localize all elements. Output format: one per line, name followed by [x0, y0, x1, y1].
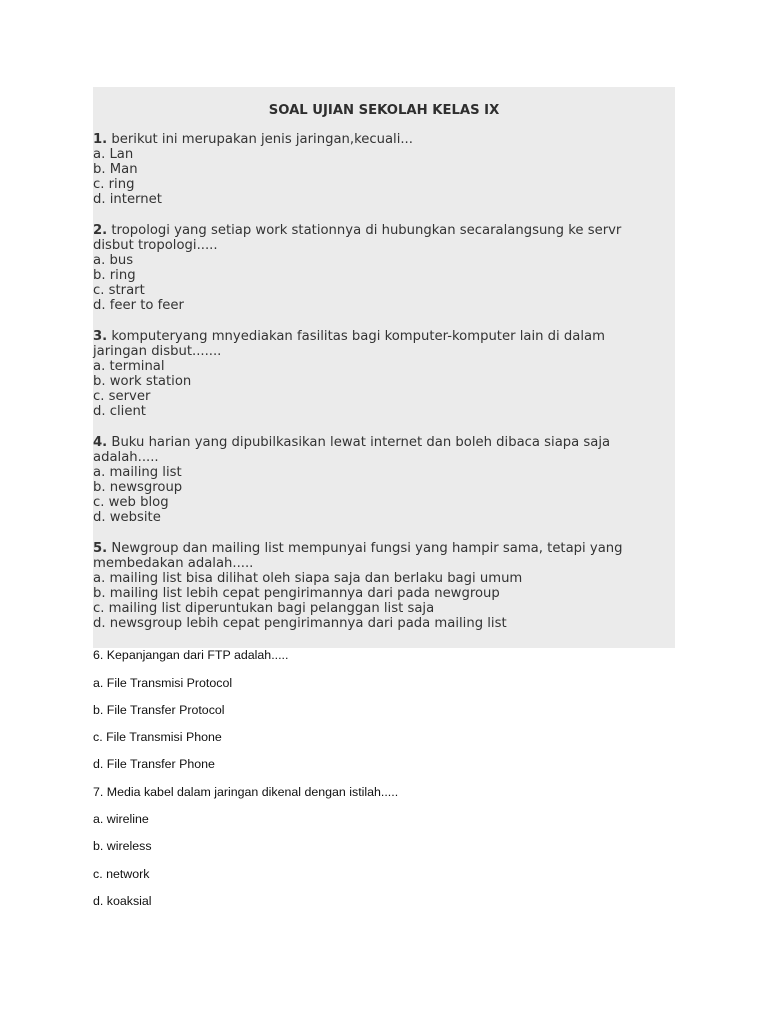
- question-line: tropologi yang setiap work stationnya di hubungkan secaralangsung ke servr: [111, 223, 622, 238]
- answer-option: d. client: [93, 404, 146, 419]
- question-text: [93, 223, 675, 238]
- answer-option: d. website: [93, 510, 161, 525]
- question-text: [93, 541, 675, 556]
- answer-option: b. ring: [93, 268, 136, 283]
- answer-option: a. mailing list: [93, 465, 182, 480]
- question-6-text: 6. Kepanjangan dari FTP adalah.....: [93, 648, 289, 662]
- answer-option: c. File Transmisi Phone: [93, 730, 222, 744]
- answer-option: a. wireline: [93, 812, 149, 826]
- answer-option: b. mailing list lebih cepat pengirimannya dari pada newgroup: [93, 586, 500, 601]
- question-line: komputeryang mnyediakan fasilitas bagi komputer-komputer lain di dalam: [111, 329, 605, 344]
- question-text: [93, 132, 675, 147]
- document-title: SOAL UJIAN SEKOLAH KELAS IX: [268, 103, 500, 118]
- answer-option: b. newsgroup: [93, 480, 183, 495]
- answer-option: b. work station: [93, 374, 192, 389]
- answer-option: a. mailing list bisa dilihat oleh siapa saja dan berlaku bagi umum: [93, 571, 523, 586]
- question-number: 5.: [93, 541, 108, 556]
- answer-option: a. bus: [93, 253, 134, 268]
- answer-option: b. wireless: [93, 839, 152, 853]
- question-line: berikut ini merupakan jenis jaringan,kecuali...: [111, 132, 413, 147]
- question-line: Newgroup dan mailing list mempunyai fungsi yang hampir sama, tetapi yang: [111, 541, 623, 556]
- answer-option: a. File Transmisi Protocol: [93, 676, 233, 690]
- question-number: 4.: [93, 435, 108, 450]
- shaded-question-block: [93, 87, 675, 648]
- question-4: [93, 435, 675, 525]
- question-1: [93, 132, 675, 207]
- question-3: [93, 329, 675, 419]
- question-line: disbut tropologi.....: [93, 238, 218, 253]
- answer-option: d. File Transfer Phone: [93, 757, 215, 771]
- question-number: 3.: [93, 329, 108, 344]
- answer-option: c. web blog: [93, 495, 169, 510]
- question-number: 1.: [93, 132, 108, 147]
- question-text: [93, 329, 675, 344]
- question-7-text: 7. Media kabel dalam jaringan dikenal dengan istilah.....: [93, 785, 399, 799]
- question-number: 2.: [93, 223, 108, 238]
- question-text: [93, 435, 675, 450]
- question-2: [93, 223, 675, 313]
- answer-option: c. ring: [93, 177, 135, 192]
- answer-option: c. mailing list diperuntukan bagi pelanggan list saja: [93, 601, 435, 616]
- answer-option: a. Lan: [93, 147, 134, 162]
- answer-option: d. newsgroup lebih cepat pengirimannya dari pada mailing list: [93, 616, 507, 631]
- question-line: jaringan disbut.......: [93, 344, 222, 359]
- question-5: [93, 541, 675, 631]
- answer-option: d. internet: [93, 192, 162, 207]
- answer-option: b. Man: [93, 162, 138, 177]
- question-line: adalah.....: [93, 450, 159, 465]
- answer-option: c. server: [93, 389, 151, 404]
- answer-option: b. File Transfer Protocol: [93, 703, 225, 717]
- answer-option: d. feer to feer: [93, 298, 184, 313]
- question-line: Buku harian yang dipubilkasikan lewat internet dan boleh dibaca siapa saja: [111, 435, 611, 450]
- answer-option: c. network: [93, 867, 150, 881]
- question-line: membedakan adalah.....: [93, 556, 254, 571]
- answer-option: a. terminal: [93, 359, 165, 374]
- answer-option: c. strart: [93, 283, 145, 298]
- answer-option: d. koaksial: [93, 894, 152, 908]
